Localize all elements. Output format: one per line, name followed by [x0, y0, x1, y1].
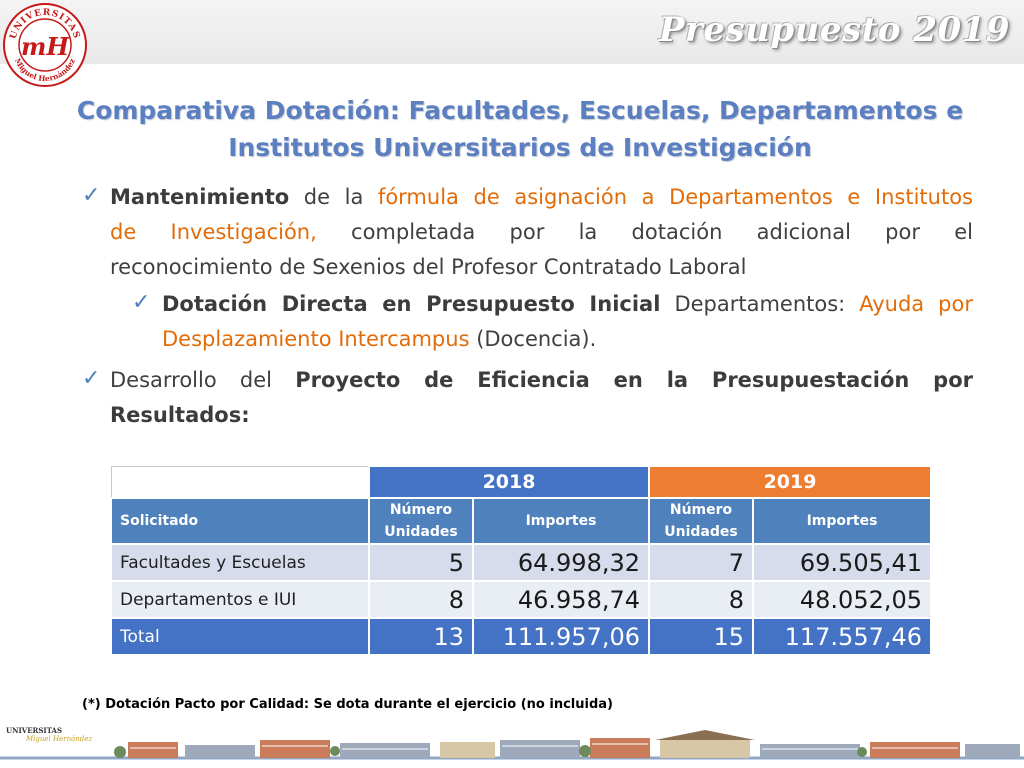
checkmark-icon: ✓ [82, 366, 101, 391]
bullet-1-text-3: reconocimiento de Sexenios del Profesor Contratado Laboral [110, 255, 747, 279]
row-label: Departamentos e IUI [111, 581, 369, 618]
units-2019: 8 [649, 581, 753, 618]
units-2018: 13 [369, 618, 473, 655]
year-header-row [111, 466, 931, 498]
campus-buildings-banner [0, 718, 1024, 768]
comparison-table [110, 465, 932, 656]
bullet-2-desplazamiento: Desplazamiento Intercampus [162, 327, 470, 351]
col-header-numero-2019 [649, 498, 753, 544]
footer-logo-text: UNIVERSITAS [6, 726, 63, 735]
bullet-2-bold: Dotación Directa en Presupuesto Inicial [162, 292, 661, 316]
footnote: (*) Dotación Pacto por Calidad: Se dota durante el ejercicio (no incluida) [82, 697, 613, 712]
bullet-2-line-2 [162, 322, 973, 357]
svg-text:mH: mH [20, 32, 70, 61]
col-header-numero-2019-line-1: Número [669, 502, 733, 518]
bullet-mantenimiento [110, 180, 973, 285]
svg-text:Miguel Hernández: Miguel Hernández [12, 56, 77, 84]
col-header-numero-2018-line-2: Unidades [384, 524, 458, 540]
amount-2019: 69.505,41 [753, 544, 931, 581]
total-row [111, 618, 931, 655]
col-header-importes-2019: Importes [753, 498, 931, 544]
bullet-3-bold-1: Proyecto de Eficiencia en la Presupuestación por [295, 368, 973, 392]
table-row [111, 581, 931, 618]
units-2018: 5 [369, 544, 473, 581]
bullet-1-investigacion: de Investigación, [110, 220, 317, 244]
amount-2018: 46.958,74 [473, 581, 649, 618]
heading-line-1: Comparativa Dotación: Facultades, Escuelas, Departamentos e [76, 96, 964, 125]
col-header-solicitado: Solicitado [111, 498, 369, 544]
bullet-2-line-1 [162, 287, 973, 322]
bullet-1-text-1: de la [289, 185, 378, 209]
col-header-numero-2018-line-1: Número [389, 502, 453, 518]
bullet-1-text-2: completada por la dotación adicional por el [316, 220, 973, 244]
checkmark-icon: ✓ [132, 290, 151, 315]
units-2019: 7 [649, 544, 753, 581]
bullet-3-line-1 [110, 363, 973, 398]
checkmark-icon: ✓ [82, 183, 101, 208]
col-header-importes-2018: Importes [473, 498, 649, 544]
footer-logo-subtext: Miguel Hernández [26, 735, 93, 743]
units-2019: 15 [649, 618, 753, 655]
bullet-desarrollo [110, 363, 973, 433]
bullet-1-line-2 [110, 215, 973, 250]
row-label: Facultades y Escuelas [111, 544, 369, 581]
row-label: Total [111, 618, 369, 655]
blank-corner-cell [111, 466, 369, 498]
bullet-3-text-1: Desarrollo del [110, 368, 296, 392]
bullet-dotacion-directa [162, 287, 973, 357]
col-header-numero-2018 [369, 498, 473, 544]
heading-line-2: Institutos Universitarios de Investigación [228, 133, 812, 162]
year-2019-header: 2019 [649, 466, 931, 498]
amount-2019: 117.557,46 [753, 618, 931, 655]
amount-2019: 48.052,05 [753, 581, 931, 618]
bullet-2-ayuda: Ayuda por [859, 292, 973, 316]
bullet-3-line-2 [110, 398, 973, 433]
slide-title: Presupuesto 2019 [658, 10, 1010, 50]
year-2018-header: 2018 [369, 466, 649, 498]
bullet-1-bold: Mantenimiento [110, 185, 290, 209]
bullet-1-formula: fórmula de asignación a Departamentos e Institutos [377, 185, 973, 209]
table-row [111, 544, 931, 581]
col-header-numero-2019-line-2: Unidades [664, 524, 738, 540]
bullet-1-line-1 [110, 180, 973, 215]
units-2018: 8 [369, 581, 473, 618]
svg-text:UNIVERSITAS: UNIVERSITAS [8, 7, 82, 41]
bullet-3-bold-2: Resultados: [110, 403, 250, 427]
section-heading [60, 92, 980, 166]
bullet-2-text-2: (Docencia). [469, 327, 597, 351]
bullet-2-text-1: Departamentos: [660, 292, 860, 316]
column-header-row [111, 498, 931, 544]
amount-2018: 64.998,32 [473, 544, 649, 581]
amount-2018: 111.957,06 [473, 618, 649, 655]
university-seal-logo [2, 2, 88, 88]
